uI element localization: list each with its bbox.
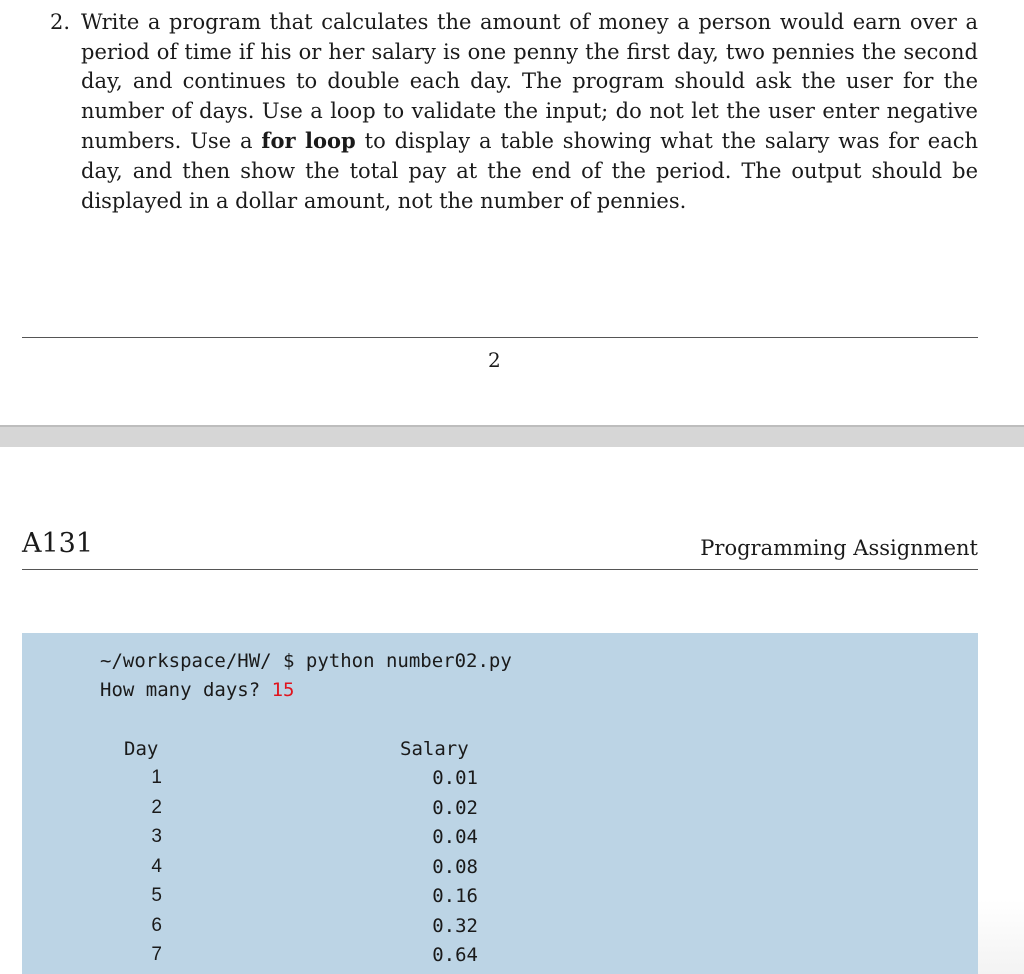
problem-text — [81, 8, 978, 216]
page-number: 2 — [488, 348, 501, 372]
problem-text-bold: for loop — [261, 128, 356, 154]
day-cell: 5 — [151, 885, 162, 906]
terminal-input-value: 15 — [271, 679, 295, 701]
page-separator — [0, 425, 1024, 447]
problem-text-start: Write a program that calculates the amount of money a person would earn over a period of time if his or her salary is one penny the first day, two pennies the second day, and continues to double each day. The program should ask the user for the number of days. Use a loop to validate the input; do not let the user enter negative numbers. Use a — [81, 10, 978, 154]
page-edge-shadow — [978, 900, 1024, 974]
day-cell: 2 — [151, 796, 162, 818]
day-cell: 1 — [151, 767, 162, 788]
salary-column-header: Salary — [400, 738, 469, 760]
terminal-prompt: How many days? — [100, 679, 272, 701]
problem-text-end: to display a table showing what the salary was for each day, and then show the total pay at the end of the period. The output should be displayed in a dollar amount, not the number of pennies. — [81, 129, 979, 213]
day-cell: 6 — [151, 914, 162, 936]
terminal-prompt-line — [100, 679, 294, 701]
salary-cell: 0.16 — [432, 885, 478, 907]
footer-divider — [22, 337, 978, 338]
day-column-header: Day — [124, 738, 159, 760]
upper-page — [0, 0, 1024, 425]
terminal-output — [22, 633, 978, 974]
table-row — [22, 826, 978, 856]
header-title: Programming Assignment — [700, 536, 978, 560]
table-row — [22, 797, 978, 827]
table-row — [22, 944, 978, 974]
header-course-code: A131 — [22, 528, 94, 559]
table-row — [22, 856, 978, 886]
salary-cell: 0.02 — [432, 796, 478, 819]
day-cell: 3 — [151, 826, 162, 847]
table-row — [22, 885, 978, 915]
salary-cell: 0.04 — [432, 826, 478, 848]
problem-number: 2. — [50, 10, 71, 34]
terminal-command: ~/workspace/HW/ $ python number02.py — [100, 650, 512, 672]
header-divider — [22, 569, 978, 570]
day-cell: 4 — [151, 855, 162, 877]
salary-cell: 0.32 — [432, 914, 478, 937]
salary-cell: 0.08 — [432, 855, 478, 878]
salary-cell: 0.64 — [432, 944, 478, 966]
table-row — [22, 915, 978, 945]
table-row — [22, 767, 978, 797]
salary-cell: 0.01 — [432, 767, 478, 789]
day-cell: 7 — [151, 944, 162, 965]
